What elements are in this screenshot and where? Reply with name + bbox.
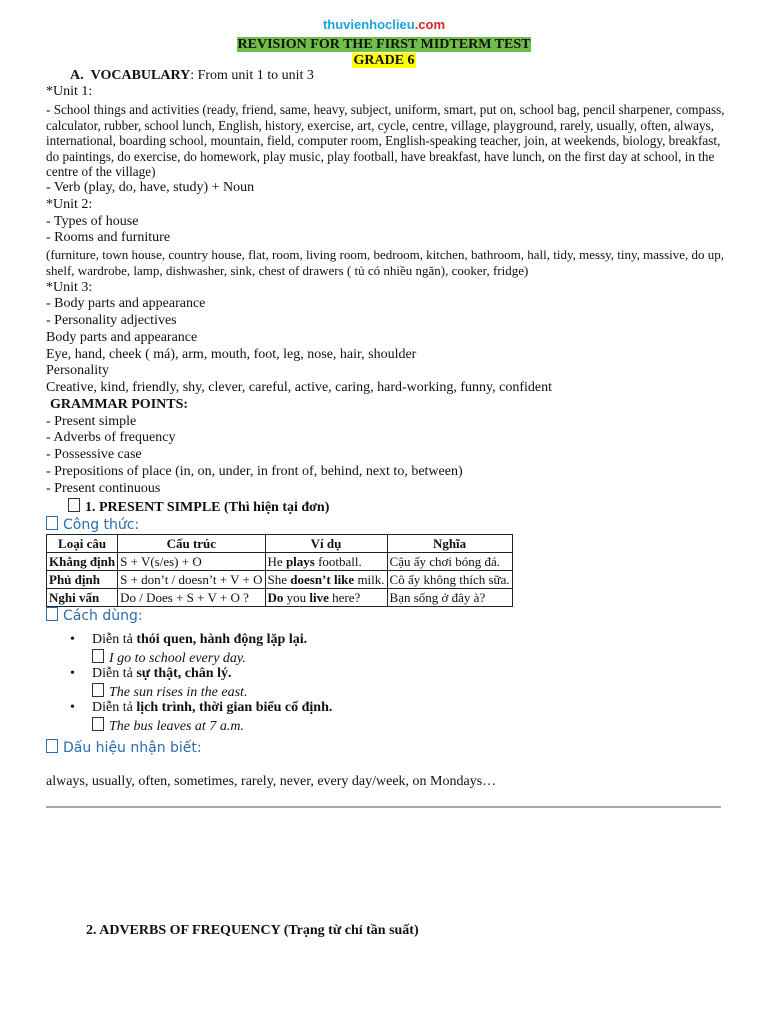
table-row [47,553,513,571]
usage-item [92,632,307,648]
horizontal-divider [46,806,721,808]
formula-label-text: Công thức: [63,517,140,533]
table-header: Nghĩa [387,535,512,553]
usage-keyword: sự thật, chân lý. [136,666,232,681]
grade-label: GRADE 6 [353,53,415,68]
grammar-item: - Possessive case [46,447,142,462]
usage-example [92,649,246,667]
table-cell-example [265,571,387,589]
usage-example [92,683,247,701]
table-row [47,571,513,589]
example-text: football. [314,553,362,569]
unit3-personality: - Personality adjectives [46,313,177,328]
example-keyword: doesn’t like [290,571,355,587]
example-keyword: Do [267,589,284,605]
vocab-heading [70,68,760,84]
usage-text: Diễn tả [92,632,137,647]
grammar-heading: GRAMMAR POINTS: [50,397,189,412]
present-simple-heading [68,498,758,516]
vocab-heading-letter: A. [70,68,84,83]
usage-text: Diễn tả [92,700,137,715]
example-keyword: live [309,589,329,605]
usage-item [92,666,231,682]
table-cell-structure: S + V(s/es) + O [118,553,265,571]
placeholder-glyph-icon [92,683,104,697]
table-cell-structure: S + don’t / doesn’t + V + O [118,571,265,589]
example-text: you [283,589,310,605]
usage-label-text: Cách dùng: [63,608,143,624]
table-cell-type: Phủ định [47,571,118,589]
example-text: here? [328,589,361,605]
placeholder-glyph-icon [92,717,104,731]
formula-label [46,516,736,533]
usage-keyword: thói quen, hành động lặp lại. [136,632,308,647]
grade-row [0,51,768,69]
signal-label [46,739,736,756]
grammar-item: - Adverbs of frequency [46,430,176,445]
site-name-domain: .com [414,17,446,32]
section2-heading: 2. ADVERBS OF FREQUENCY (Trạng từ chỉ tần suất) [86,923,419,938]
usage-example-text: The sun rises in the east. [109,685,248,700]
personality-label: Personality [46,363,109,378]
unit3-body: - Body parts and appearance [46,296,206,311]
table-header: Ví dụ [265,535,387,553]
grammar-item: - Prepositions of place (in, on, under, in front of, behind, next to, between) [46,464,463,479]
unit3-label: *Unit 3: [46,280,93,295]
usage-keyword: lịch trình, thời gian biểu cố định. [136,700,333,715]
usage-example [92,717,244,735]
personality-list: Creative, kind, friendly, shy, clever, careful, active, caring, hard-working, funny, confident [46,380,552,395]
table-cell-meaning: Cậu ấy chơi bóng đá. [387,553,512,571]
present-simple-heading-text: 1. PRESENT SIMPLE (Thì hiện tại đơn) [85,500,330,515]
signal-label-text: Dấu hiệu nhận biết: [63,740,202,756]
vocab-heading-rest: : From unit 1 to unit 3 [190,68,314,83]
example-text: milk. [354,571,385,587]
unit1-word-list: - School things and activities (ready, friend, same, heavy, subject, uniform, smart, put on, school bag, pencil sharpener, compass, calculator, rubber, school lunch, English, history, exercise, art, cycle, centre, village, playground, rarely, usually, often, always, international, boarding school, mountain, field, computer room, English-speaking teacher, join, at weekends, biology, breakfast, do paintings, do exercise, do homework, play music, play football, have breakfast, have lunch, on the first day at school, in the centre of the village) [46,102,725,179]
site-name [0,17,768,32]
example-text: He [267,553,286,569]
usage-text: Diễn tả [92,666,137,681]
signal-words: always, usually, often, sometimes, rarely, never, every day/week, on Mondays… [46,774,497,789]
table-header: Cấu trúc [118,535,265,553]
table-cell-structure: Do / Does + S + V + O ? [118,589,265,607]
bullet-icon: • [70,700,75,715]
unit1-label: *Unit 1: [46,84,93,99]
site-name-main: thuvienhoclieu [322,17,415,32]
bullet-icon: • [70,632,75,647]
unit2-types: - Types of house [46,214,139,229]
body-parts-list: Eye, hand, cheek ( má), arm, mouth, foot, leg, nose, hair, shoulder [46,347,417,362]
table-cell-meaning: Bạn sống ở đây à? [387,589,512,607]
table-header: Loại câu [47,535,118,553]
table-cell-type: Khẳng định [47,553,118,571]
table-cell-meaning: Cô ấy không thích sữa. [387,571,512,589]
table-cell-type: Nghi vấn [47,589,118,607]
unit1-verb-line: - Verb (play, do, have, study) + Noun [46,180,255,195]
placeholder-glyph-icon [68,498,80,512]
table-header-row [47,535,513,553]
usage-example-text: The bus leaves at 7 a.m. [109,719,244,734]
placeholder-glyph-icon [46,516,58,530]
usage-item [92,700,332,716]
placeholder-glyph-icon [92,649,104,663]
unit2-word-list: (furniture, town house, country house, flat, room, living room, bedroom, kitchen, bathroom, hall, tidy, messy, tiny, massive, do up, shelf, wardrobe, lamp, dishwasher, sink, chest of drawers ( tủ có nhiều ngăn), cooker, fridge) [46,247,725,278]
doc-title: REVISION FOR THE FIRST MIDTERM TEST [237,37,531,52]
bullet-icon: • [70,666,75,681]
body-parts-label: Body parts and appearance [46,330,198,345]
grammar-item: - Present simple [46,414,137,429]
usage-label [46,607,736,624]
vocab-heading-text: VOCABULARY [90,68,191,83]
unit2-rooms: - Rooms and furniture [46,230,171,245]
unit2-label: *Unit 2: [46,197,93,212]
table-cell-example [265,589,387,607]
grammar-item: - Present continuous [46,481,161,496]
present-simple-table [46,534,513,607]
table-cell-example [265,553,387,571]
example-text: She [267,571,291,587]
placeholder-glyph-icon [46,739,58,753]
placeholder-glyph-icon [46,607,58,621]
table-row [47,589,513,607]
example-keyword: plays [285,553,315,569]
usage-example-text: I go to school every day. [109,651,246,666]
